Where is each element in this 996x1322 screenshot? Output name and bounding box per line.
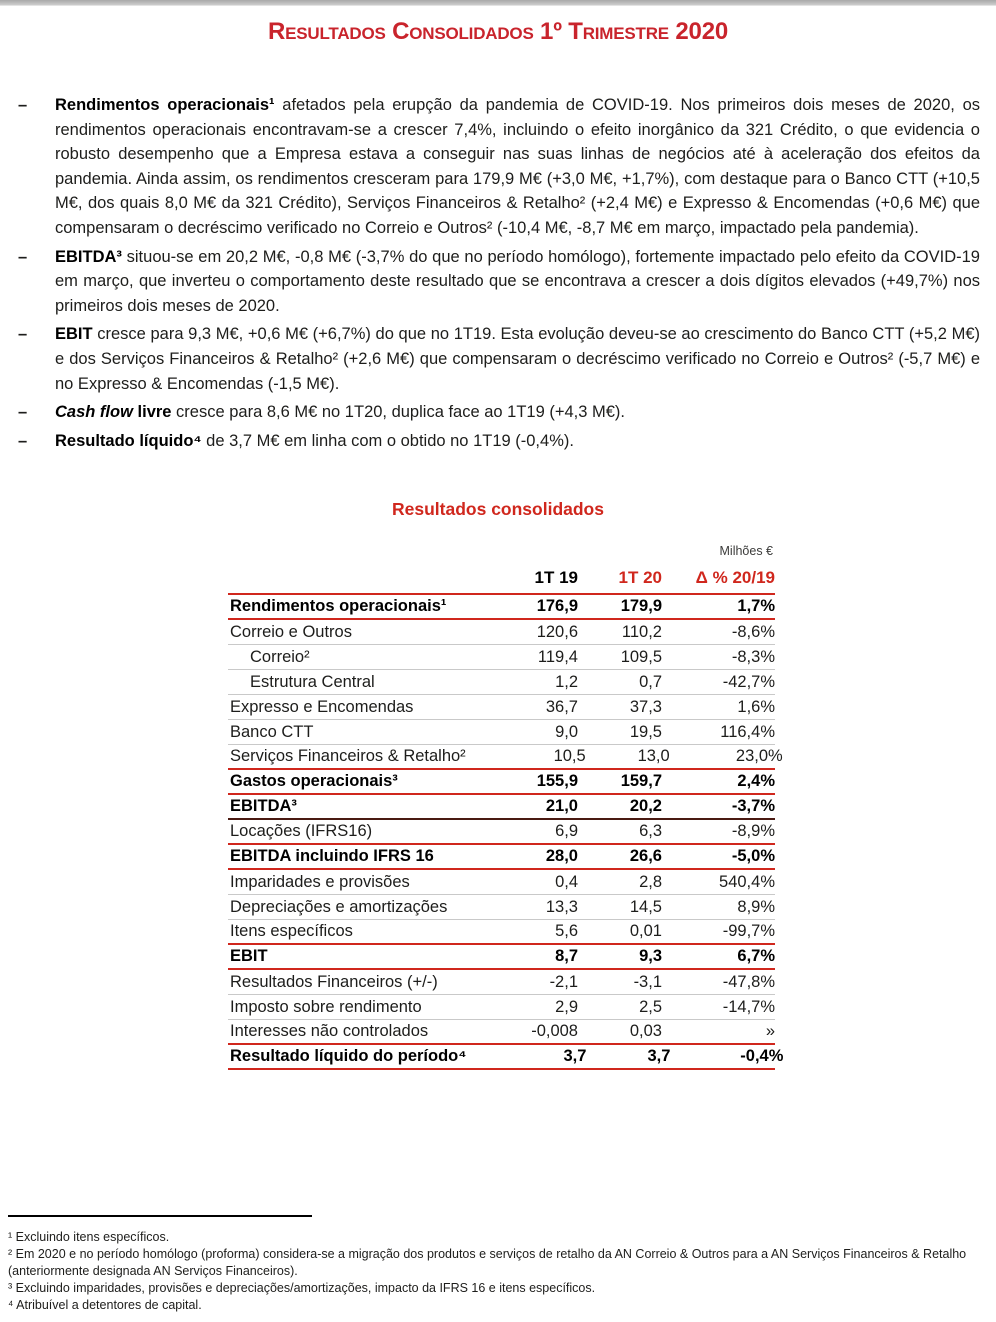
footnote-4: ⁴ Atribuível a detentores de capital.: [8, 1298, 202, 1312]
table-row: [228, 720, 775, 745]
table-row: [228, 845, 775, 870]
row-value-1t20: 0,01: [629, 922, 662, 941]
row-value-1t20: 179,9: [620, 597, 662, 616]
row-label: Itens específicos: [230, 922, 353, 941]
footnote-2: ² Em 2020 e no período homólogo (proforma) considera-se a migração dos produtos e serviços de retalho da AN Correio & Outros para a AN Serviços Financeiros & Retalho (anteriormente designada AN Serviços Financeiros).: [8, 1247, 967, 1278]
row-value-delta: 6,7%: [737, 947, 775, 966]
row-value-1t19: 3,7: [563, 1047, 587, 1066]
row-value-delta: -8,3%: [731, 647, 775, 666]
row-value-1t19: 10,5: [553, 747, 586, 766]
row-value-delta: 2,4%: [737, 772, 775, 791]
row-value-1t20: 26,6: [629, 847, 662, 866]
bullet-text: EBITDA³ situou-se em 20,2 M€, -0,8 M€ (-3,7% do que no período homólogo), fortemente impactado pelo efeito da COVID-19 em março, que inverteu o comportamento deste resultado que se encontrava a crescer a dois dígitos elevados (+49,7%) nos primeiros dois meses de 2020.: [55, 247, 980, 315]
row-value-delta: 116,4%: [720, 722, 775, 741]
table-row: [228, 995, 775, 1020]
row-value-1t19: 176,9: [536, 597, 578, 616]
row-value-1t20: -3,1: [633, 972, 662, 991]
footnotes-section: [8, 1215, 990, 1314]
table-row: [228, 1020, 775, 1045]
row-label: Banco CTT: [230, 722, 314, 741]
table-row: [228, 770, 775, 795]
row-value-1t20: 2,5: [639, 997, 662, 1016]
row-label: Depreciações e amortizações: [230, 897, 448, 916]
row-value-delta: -47,8%: [722, 972, 775, 991]
bullet-text: Resultado líquido⁴ de 3,7 M€ em linha com o obtido no 1T19 (-0,4%).: [55, 431, 574, 450]
footnote-1: ¹ Excluindo itens específicos.: [8, 1230, 170, 1244]
row-label: Resultados Financeiros (+/-): [230, 972, 438, 991]
row-label: Imposto sobre rendimento: [230, 997, 422, 1016]
row-value-1t19: 119,4: [537, 647, 578, 666]
table-units-label: Milhões €: [719, 544, 773, 559]
row-value-1t20: 20,2: [629, 797, 662, 816]
bullet-marker: –: [18, 403, 28, 422]
bullet-marker: –: [18, 247, 28, 266]
table-row: [228, 645, 775, 670]
bullet-marker: –: [18, 431, 28, 450]
row-value-delta: -3,7%: [731, 797, 775, 816]
row-value-1t20: 110,2: [621, 622, 662, 641]
row-value-1t19: 2,9: [555, 997, 578, 1016]
row-value-1t20: 0,7: [639, 672, 662, 691]
table-row: [228, 795, 775, 820]
footnote-separator: [8, 1215, 312, 1217]
row-value-1t20: 9,3: [639, 947, 662, 966]
row-label: EBITDA³: [230, 797, 297, 816]
row-label: Serviços Financeiros & Retalho²: [230, 747, 466, 766]
row-label: Estrutura Central: [250, 672, 375, 691]
table-row: [228, 1045, 784, 1070]
table-row: [228, 695, 775, 720]
bullet-item: [18, 322, 980, 396]
page-title: Resultados Consolidados 1º Trimestre 2020: [267, 18, 729, 45]
bullet-marker: –: [18, 325, 28, 344]
table-row: [228, 920, 775, 945]
row-label: Expresso e Encomendas: [230, 697, 414, 716]
row-value-1t19: 5,6: [555, 922, 578, 941]
row-value-delta: -8,6%: [731, 622, 775, 641]
table-header-row: [228, 564, 775, 595]
table-row: [228, 745, 783, 770]
row-label: Correio²: [250, 647, 310, 666]
row-value-delta: -5,0%: [731, 847, 775, 866]
footnote-3: ³ Excluindo imparidades, provisões e depreciações/amortizações, impacto da IFRS 16 e itens específicos.: [8, 1281, 596, 1295]
row-value-1t19: -0,008: [531, 1022, 578, 1041]
row-value-1t19: 21,0: [545, 797, 578, 816]
row-value-delta: »: [765, 1022, 775, 1041]
row-label: Gastos operacionais³: [230, 772, 398, 791]
row-value-1t20: 37,3: [629, 697, 662, 716]
row-value-delta: -99,7%: [722, 922, 775, 941]
row-value-delta: 23,0%: [735, 747, 783, 766]
row-value-1t20: 109,5: [620, 647, 662, 666]
row-value-delta: -42,7%: [722, 672, 775, 691]
bullet-text: EBIT cresce para 9,3 M€, +0,6 M€ (+6,7%) do que no 1T19. Esta evolução deveu-se ao crescimento do Banco CTT (+5,2 M€) e dos Serviços Financeiros & Retalho² (+2,6 M€) que compensaram o decréscimo verificado no Correio e Outros² (-5,7 M€) e no Expresso & Encomendas (-1,5 M€).: [55, 325, 980, 393]
table-row: [228, 620, 775, 645]
row-value-1t19: 0,4: [555, 872, 578, 891]
row-value-1t19: 8,7: [555, 947, 578, 966]
row-label: EBITDA incluindo IFRS 16: [230, 847, 434, 866]
row-value-delta: 8,9%: [737, 897, 775, 916]
table-row: [228, 895, 775, 920]
row-value-1t20: 6,3: [639, 822, 662, 841]
bullet-text: Rendimentos operacionais¹ afetados pela erupção da pandemia de COVID-19. Nos primeiros dois meses de 2020, os rendimentos operacionais encontravam-se a crescer 7,4%, incluindo o efeito inorgânico da 321 Crédito, o que evidencia o robusto desempenho que a Empresa estava a conseguir nas suas linhas de negócios até à aceleração dos efeitos da pandemia. Ainda assim, os rendimentos cresceram para 179,9 M€ (+3,0 M€, +1,7%), com destaque para o Banco CTT (+10,5 M€, dos quais 8,0 M€ da 321 Crédito), Serviços Financeiros & Retalho² (+2,4 M€) e Expresso & Encomendas (+0,6 M€) que compensaram o decréscimo verificado no Correio e Outros² (-10,4 M€, -8,7 M€ em março, impactado pela pandemia).: [55, 96, 980, 237]
row-label: Locações (IFRS16): [230, 822, 373, 841]
row-value-1t19: 6,9: [555, 822, 578, 841]
row-value-1t20: 3,7: [647, 1047, 671, 1066]
row-value-1t19: 155,9: [536, 772, 578, 791]
row-value-1t19: 9,0: [555, 722, 578, 741]
table-row: [228, 870, 775, 895]
row-value-delta: -0,4%: [740, 1047, 784, 1066]
column-header-delta: Δ % 20/19: [695, 568, 775, 588]
row-value-1t19: 36,7: [545, 697, 578, 716]
bullet-item: [18, 245, 980, 319]
bullet-item: [18, 93, 980, 241]
row-label: EBIT: [230, 947, 268, 966]
row-label: Rendimentos operacionais¹: [230, 597, 447, 616]
summary-bullet-list: [18, 93, 980, 453]
row-value-delta: -14,7%: [722, 997, 775, 1016]
table-row: [228, 945, 775, 970]
table-row: [228, 670, 775, 695]
bullet-marker: –: [18, 96, 28, 114]
row-label: Resultado líquido do período⁴: [230, 1047, 467, 1066]
row-label: Interesses não controlados: [230, 1022, 429, 1041]
row-value-1t20: 14,5: [629, 897, 662, 916]
window-chrome-strip: [0, 0, 996, 6]
bullet-item: [18, 400, 980, 425]
row-value-1t19: 120,6: [536, 622, 578, 641]
row-value-1t19: 13,3: [545, 897, 578, 916]
row-value-delta: 1,7%: [737, 597, 775, 616]
row-value-1t20: 0,03: [629, 1022, 662, 1041]
table-row: [228, 820, 775, 845]
row-label: Correio e Outros: [230, 622, 352, 641]
row-value-delta: 540,4%: [719, 872, 775, 891]
row-value-1t20: 2,8: [639, 872, 662, 891]
table-title: Resultados consolidados: [392, 499, 604, 520]
row-value-delta: -8,9%: [731, 822, 775, 841]
column-header-1t20: 1T 20: [618, 568, 662, 588]
row-value-delta: 1,6%: [737, 697, 775, 716]
row-label: Imparidades e provisões: [230, 872, 410, 891]
row-value-1t19: 1,2: [555, 672, 578, 691]
row-value-1t20: 159,7: [620, 772, 662, 791]
results-table: [228, 544, 784, 1070]
row-value-1t19: 28,0: [545, 847, 578, 866]
table-row: [228, 970, 775, 995]
row-value-1t20: 13,0: [637, 747, 670, 766]
table-row: [228, 595, 775, 620]
row-value-1t19: -2,1: [549, 972, 578, 991]
bullet-text: Cash flow livre cresce para 8,6 M€ no 1T20, duplica face ao 1T19 (+4,3 M€).: [55, 403, 626, 422]
bullet-item: [18, 429, 980, 454]
column-header-1t19: 1T 19: [534, 568, 578, 588]
row-value-1t20: 19,5: [629, 722, 662, 741]
